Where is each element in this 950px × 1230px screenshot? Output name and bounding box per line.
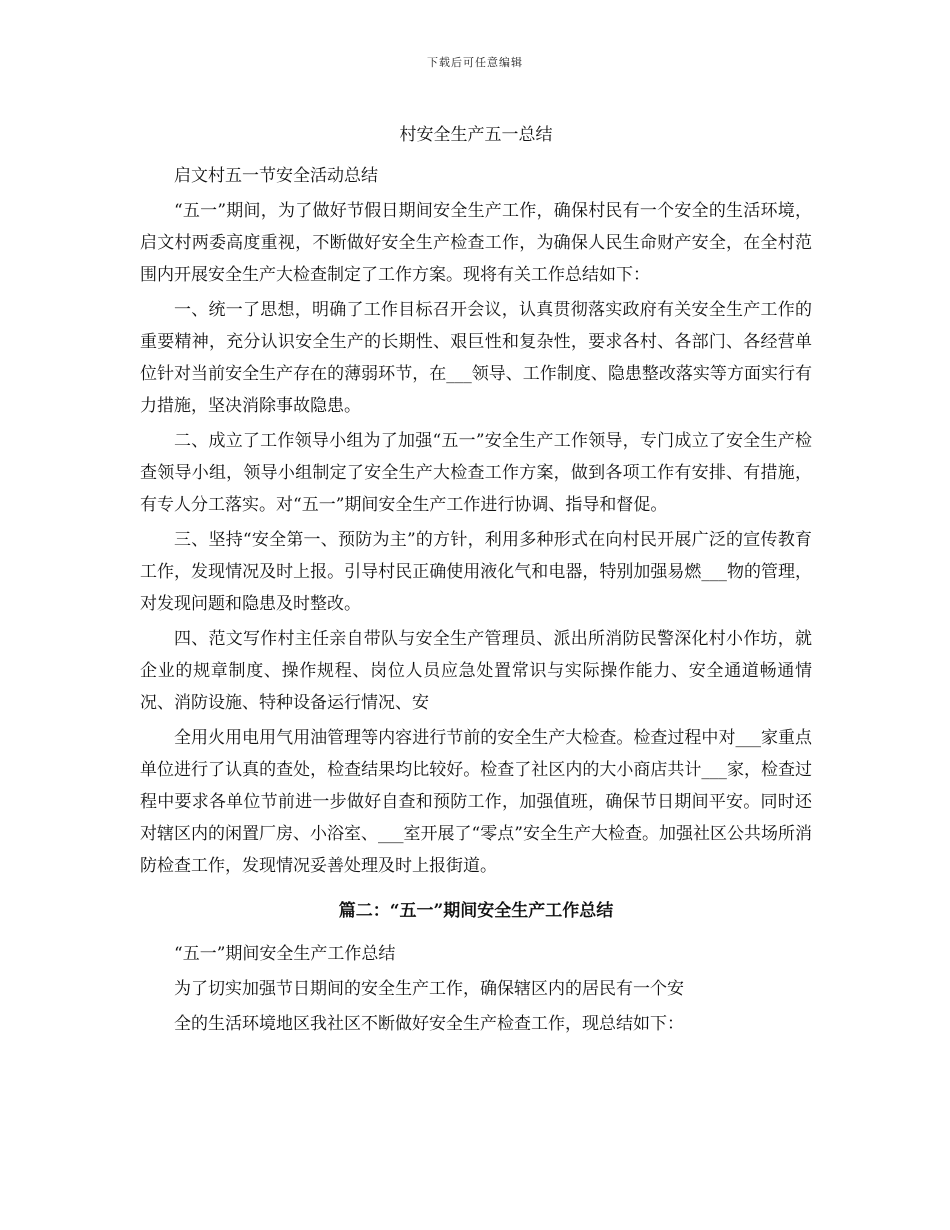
paragraph-item-2: 二、成立了工作领导小组为了加强“五一”安全生产工作领导，专门成立了安全生产检查领导小组，领导小组制定了安全生产大检查工作方案，做到各项工作有安排、有措施，有专人分工落实。对“五一”期间安全生产工作进行协调、指导和督促。 <box>140 431 812 515</box>
section-2-subtitle: “五一”期间安全生产工作总结 <box>174 944 396 964</box>
paragraph-item-4: 四、范文写作村主任亲自带队与安全生产管理员、派出所消防民警深化村小作坊，就企业的规章制度、操作规程、岗位人员应急处置常识与实际操作能力、安全通道畅通情况、消防设施、特种设备运行情况、安 <box>140 629 812 713</box>
paragraph-item-4-continued: 全用火用电用气用油管理等内容进行节前的安全生产大检查。检查过程中对___家重点单位进行了认真的查处，检查结果均比较好。检查了社区内的大小商店共计___家，检查过程中要求各单位节前进一步做好自查和预防工作，加强值班，确保节日期间平安。同时还对辖区内的闲置厂房、小浴室、___室开展了“零点”安全生产大检查。加强社区公共场所消防检查工作，发现情况妥善处理及时上报街道。 <box>140 728 812 876</box>
section-2-heading: 篇二：“五一”期间安全生产工作总结 <box>338 901 614 921</box>
document-body <box>140 118 812 1043</box>
paragraph-item-3: 三、坚持“安全第一、预防为主”的方针，利用多种形式在向村民开展广泛的宣传教育工作，发现情况及时上报。引导村民正确使用液化气和电器，特别加强易燃___物的管理，对发现问题和隐患及时整改。 <box>140 530 812 614</box>
page-header-note: 下载后可任意编辑 <box>427 56 523 69</box>
paragraph-intro: “五一”期间，为了做好节假日期间安全生产工作，确保村民有一个安全的生活环境，启文村两委高度重视，不断做好安全生产检查工作，为确保人民生命财产安全，在全村范围内开展安全生产大检查制定了工作方案。现将有关工作总结如下： <box>140 201 812 285</box>
paragraph-item-1: 一、统一了思想，明确了工作目标召开会议，认真贯彻落实政府有关安全生产工作的重要精神，充分认识安全生产的长期性、艰巨性和复杂性，要求各村、各部门、各经营单位针对当前安全生产存在的薄弱环节，在___领导、工作制度、隐患整改落实等方面实行有力措施，坚决消除事故隐患。 <box>140 300 812 416</box>
section-2-line-1: 为了切实加强节日期间的安全生产工作，确保辖区内的居民有一个安 <box>174 979 684 999</box>
section-2-line-2: 全的生活环境地区我社区不断做好安全生产检查工作，现总结如下： <box>174 1014 684 1034</box>
document-subtitle: 启文村五一节安全活动总结 <box>174 166 378 186</box>
document-title: 村安全生产五一总结 <box>399 125 553 145</box>
